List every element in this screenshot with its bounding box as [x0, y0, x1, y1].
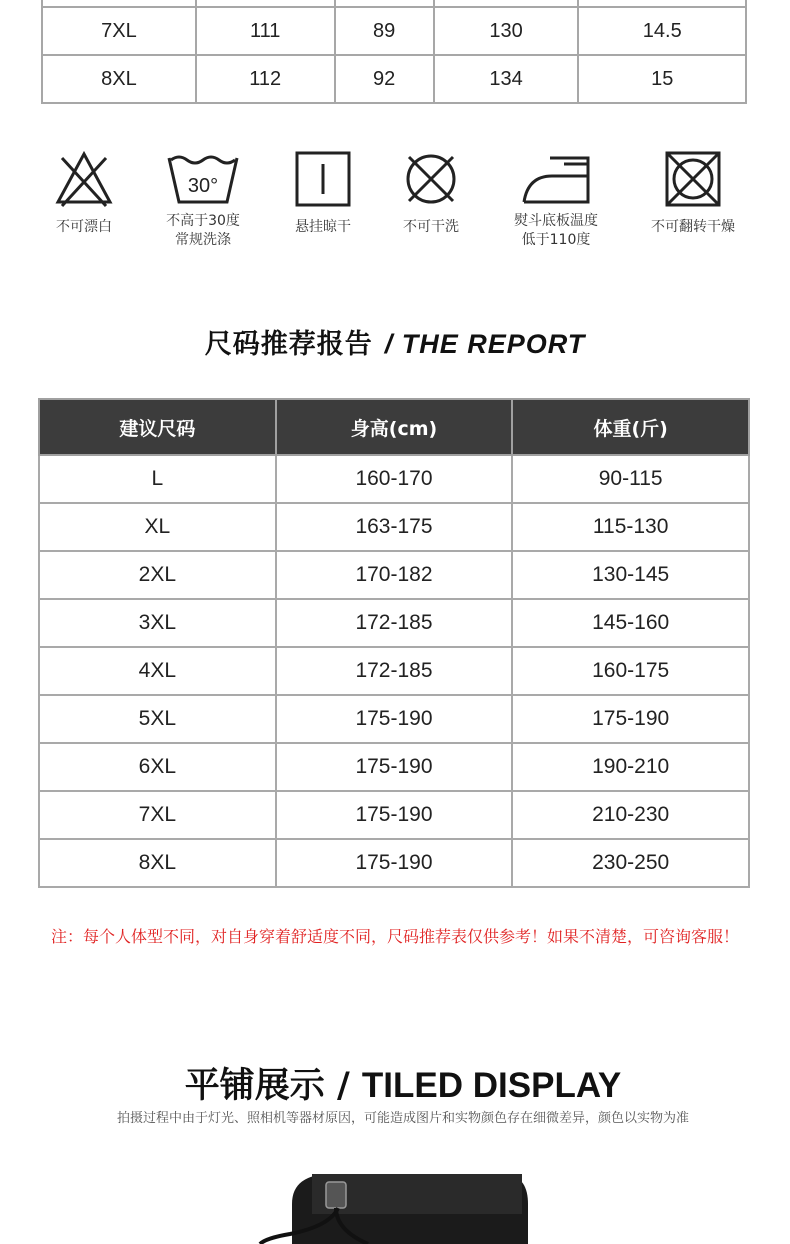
- no-tumble-dry-icon: [664, 150, 722, 208]
- height-cell: 175-190: [276, 839, 513, 887]
- header-height: 身高(cm): [276, 399, 513, 455]
- hang-dry-icon: [294, 150, 352, 208]
- table-row: [39, 599, 749, 647]
- no-dry-clean-icon: [401, 150, 461, 208]
- care-label: 不可翻转干燥: [651, 219, 735, 235]
- table-cell: 134: [434, 55, 579, 103]
- table-row: [42, 55, 746, 103]
- size-cell: L: [39, 455, 276, 503]
- size-table-tail: [41, 0, 747, 104]
- care-label: 熨斗底板温度 低于110度: [514, 213, 598, 248]
- table-cell: [196, 0, 335, 7]
- table-row: [39, 503, 749, 551]
- table-cell: 7XL: [42, 7, 196, 55]
- table-cell: 14.5: [578, 7, 746, 55]
- size-cell: 6XL: [39, 743, 276, 791]
- disclaimer-note: 注：每个人体型不同，对自身穿着舒适度不同，尺码推荐表仅供参考！如果不清楚，可咨询客服！: [50, 927, 739, 946]
- size-recommendation-table: [38, 398, 750, 888]
- tiled-title-cn: 平铺展示 /: [184, 1066, 362, 1106]
- table-row: [39, 551, 749, 599]
- table-cell: 92: [335, 55, 434, 103]
- report-title: [0, 322, 790, 361]
- size-cell: 7XL: [39, 791, 276, 839]
- height-cell: 160-170: [276, 455, 513, 503]
- table-row: [39, 791, 749, 839]
- no-bleach-icon: [54, 150, 114, 208]
- tiled-title-en: TILED DISPLAY: [361, 1066, 622, 1105]
- size-cell: 2XL: [39, 551, 276, 599]
- table-cell: [335, 0, 434, 7]
- size-cell: 5XL: [39, 695, 276, 743]
- table-row: [39, 695, 749, 743]
- product-photo: [240, 1168, 570, 1244]
- tiled-display-title: [0, 1058, 790, 1108]
- height-cell: 163-175: [276, 503, 513, 551]
- table-cell: 15: [578, 55, 746, 103]
- table-cell: 89: [335, 7, 434, 55]
- table-row: [42, 7, 746, 55]
- size-cell: 3XL: [39, 599, 276, 647]
- care-item-iron: [496, 150, 616, 250]
- table-row: [42, 0, 746, 7]
- height-cell: 172-185: [276, 647, 513, 695]
- table-cell: [578, 0, 746, 7]
- care-label: 不高于30度 常规洗涤: [166, 213, 240, 248]
- size-cell: 4XL: [39, 647, 276, 695]
- care-label: 不可漂白: [56, 219, 112, 235]
- weight-cell: 230-250: [512, 839, 749, 887]
- table-cell: 112: [196, 55, 335, 103]
- height-cell: 175-190: [276, 743, 513, 791]
- care-item-hang-dry: [263, 150, 383, 237]
- weight-cell: 160-175: [512, 647, 749, 695]
- weight-cell: 175-190: [512, 695, 749, 743]
- table-row: [39, 839, 749, 887]
- report-title-en: / THE REPORT: [384, 329, 586, 359]
- size-cell: XL: [39, 503, 276, 551]
- table-header-row: [39, 399, 749, 455]
- header-weight: 体重(斤): [512, 399, 749, 455]
- table-row: [39, 455, 749, 503]
- weight-cell: 90-115: [512, 455, 749, 503]
- header-size: 建议尺码: [39, 399, 276, 455]
- wash-temp-label: 30°: [187, 175, 219, 197]
- size-cell: 8XL: [39, 839, 276, 887]
- care-item-wash-30: [143, 150, 263, 250]
- weight-cell: 145-160: [512, 599, 749, 647]
- weight-cell: 115-130: [512, 503, 749, 551]
- height-cell: 175-190: [276, 791, 513, 839]
- care-label: 悬挂晾干: [295, 219, 351, 235]
- care-item-no-bleach: [24, 150, 144, 237]
- weight-cell: 130-145: [512, 551, 749, 599]
- weight-cell: 210-230: [512, 791, 749, 839]
- care-item-no-tumble-dry: [633, 150, 753, 237]
- care-instructions: [0, 150, 790, 270]
- table-cell: 8XL: [42, 55, 196, 103]
- height-cell: 175-190: [276, 695, 513, 743]
- height-cell: 172-185: [276, 599, 513, 647]
- table-cell: 130: [434, 7, 579, 55]
- wash-30-icon: [163, 150, 243, 208]
- table-cell: [42, 0, 196, 7]
- table-row: [39, 743, 749, 791]
- iron-icon: [520, 150, 592, 208]
- weight-cell: 190-210: [512, 743, 749, 791]
- care-item-no-dry-clean: [371, 150, 491, 237]
- height-cell: 170-182: [276, 551, 513, 599]
- care-label: 不可干洗: [403, 219, 459, 235]
- table-cell: [434, 0, 579, 7]
- table-cell: 111: [196, 7, 335, 55]
- tiled-display-subtitle: 拍摄过程中由于灯光、照相机等器材原因，可能造成图片和实物颜色存在细微差异，颜色以实物为准: [116, 1111, 689, 1126]
- report-title-cn: 尺码推荐报告: [204, 329, 373, 360]
- table-row: [39, 647, 749, 695]
